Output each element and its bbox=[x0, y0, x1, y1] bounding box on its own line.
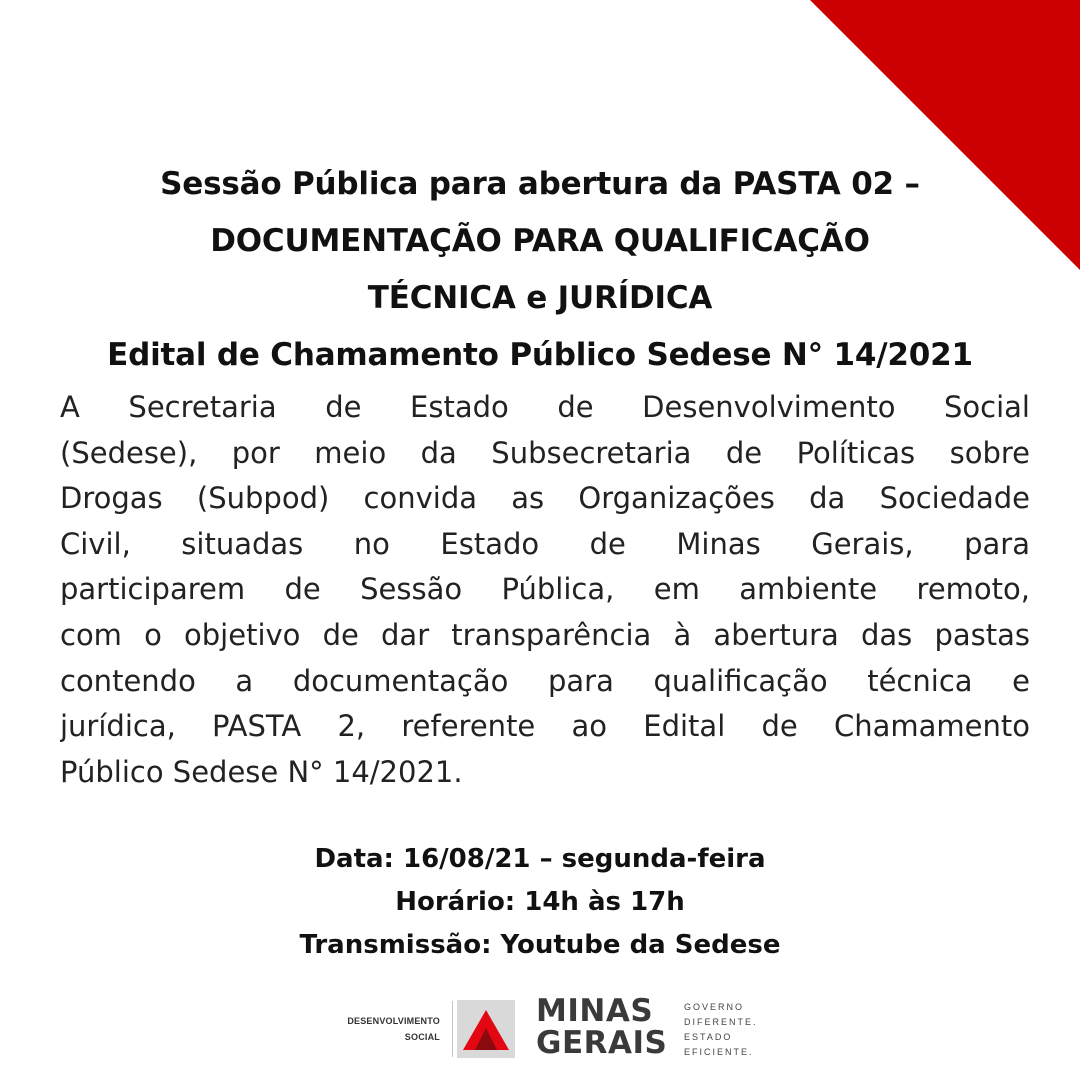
body-line: Civil, situadas no Estado de Minas Gerais, para bbox=[60, 526, 1030, 561]
department-logo-text bbox=[318, 1013, 440, 1045]
body-line: participarem de Sessão Pública, em ambiente remoto, bbox=[60, 572, 1030, 607]
minas-gerais-wordmark bbox=[536, 995, 667, 1059]
announcement-title bbox=[40, 156, 1040, 384]
session-info bbox=[40, 838, 1040, 967]
government-slogan bbox=[684, 1000, 758, 1060]
body-line: jurídica, PASTA 2, referente ao Edital de Chamamento bbox=[60, 709, 1030, 744]
slogan-line: EFICIENTE. bbox=[684, 1047, 754, 1057]
state-name-line: GERAIS bbox=[536, 1025, 668, 1061]
slogan-line: GOVERNO bbox=[684, 1002, 745, 1012]
body-line: (Sedese), por meio da Subsecretaria de Políticas sobre bbox=[60, 435, 1030, 470]
title-line: DOCUMENTAÇÃO PARA QUALIFICAÇÃO bbox=[210, 223, 870, 259]
slogan-line: DIFERENTE. bbox=[684, 1017, 758, 1027]
title-line: Sessão Pública para abertura da PASTA 02 – bbox=[160, 166, 920, 202]
announcement-body bbox=[60, 385, 1030, 795]
body-line: com o objetivo de dar transparência à abertura das pastas bbox=[60, 617, 1030, 652]
slogan-line: ESTADO bbox=[684, 1032, 733, 1042]
department-line: DESENVOLVIMENTO bbox=[347, 1016, 440, 1026]
session-date: Data: 16/08/21 – segunda-feira bbox=[314, 844, 766, 874]
logo-divider bbox=[452, 1001, 453, 1057]
minas-gerais-triangle-icon bbox=[457, 1000, 515, 1058]
footer-logos bbox=[318, 995, 768, 1063]
state-name-line: MINAS bbox=[536, 993, 654, 1029]
title-line: Edital de Chamamento Público Sedese N° 14/2021 bbox=[107, 337, 973, 373]
body-line: contendo a documentação para qualificação técnica e bbox=[60, 663, 1030, 698]
department-line: SOCIAL bbox=[404, 1032, 440, 1042]
body-line: A Secretaria de Estado de Desenvolvimento Social bbox=[60, 390, 1030, 424]
session-broadcast: Transmissão: Youtube da Sedese bbox=[299, 930, 781, 960]
body-line: Público Sedese N° 14/2021. bbox=[60, 754, 463, 789]
title-line: TÉCNICA e JURÍDICA bbox=[367, 280, 713, 316]
body-line: Drogas (Subpod) convida as Organizações da Sociedade bbox=[60, 481, 1030, 516]
session-time: Horário: 14h às 17h bbox=[395, 887, 685, 917]
